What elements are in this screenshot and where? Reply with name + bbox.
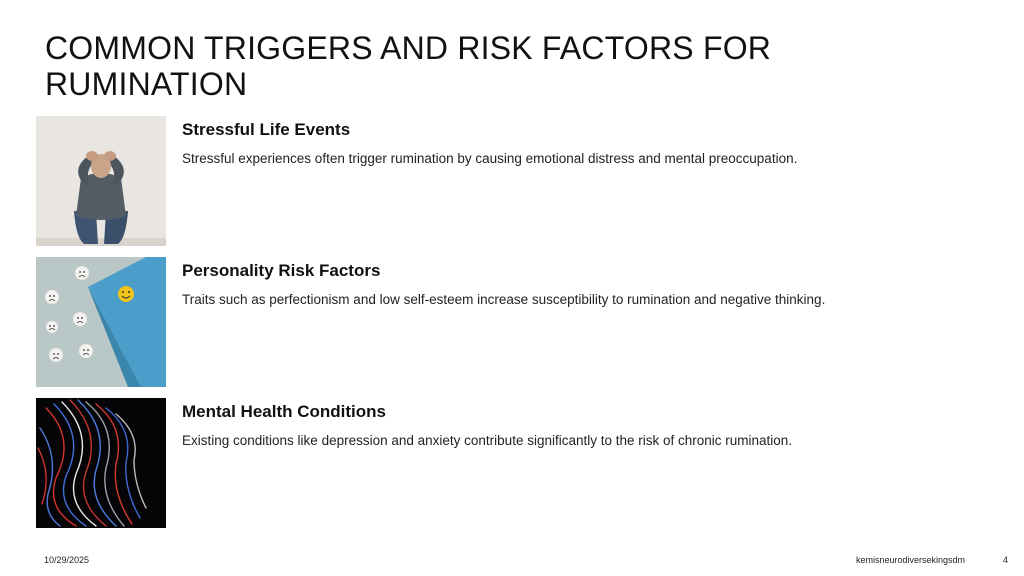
item-heading: Personality Risk Factors xyxy=(182,261,381,280)
list-item-mental-health-conditions xyxy=(36,398,996,528)
item-heading: Mental Health Conditions xyxy=(182,402,386,421)
smiley-balls-image xyxy=(36,257,166,387)
item-description: Existing conditions like depression and anxiety contribute significantly to the risk of chronic rumination. xyxy=(182,433,793,448)
item-description: Stressful experiences often trigger rumination by causing emotional distress and mental preoccupation. xyxy=(182,151,798,166)
page-number: 4 xyxy=(1003,555,1009,565)
stressed-man-image xyxy=(36,116,166,246)
item-description: Traits such as perfectionism and low self-esteem increase susceptibility to rumination and negative thinking. xyxy=(182,292,826,307)
list-item-personality-risk-factors xyxy=(36,257,996,387)
list-item-stressful-life-events xyxy=(36,116,996,246)
abstract-head-lines-image xyxy=(36,398,166,528)
footer-date: 10/29/2025 xyxy=(44,555,90,565)
slide-title: COMMON TRIGGERS AND RISK FACTORS FOR RUMINATION xyxy=(45,30,772,102)
item-heading: Stressful Life Events xyxy=(182,120,351,139)
footer-author: kemisneurodiversekingsdm xyxy=(856,555,966,565)
